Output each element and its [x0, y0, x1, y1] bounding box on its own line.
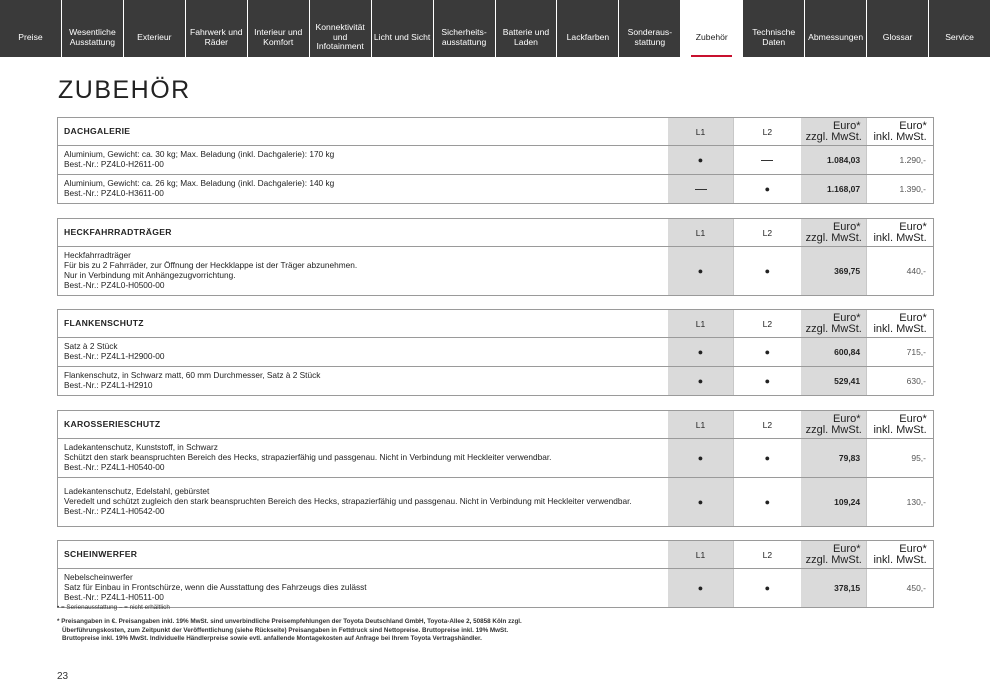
table-row	[58, 477, 933, 526]
price-excl-vat: 109,24	[800, 478, 866, 526]
nav-tab-8[interactable]: Batterie und Laden	[496, 0, 557, 57]
price-footnote	[57, 618, 522, 644]
l1-not-available-dash	[695, 189, 707, 190]
legend-footnote: • = Serienausstattung – = nicht erhältlich	[57, 604, 170, 611]
cell-l1	[667, 367, 734, 395]
nav-tab-0[interactable]: Preise	[0, 0, 61, 57]
column-price-incl	[866, 541, 933, 568]
price-incl-vat: 95,-	[866, 439, 933, 477]
cell-l2	[733, 247, 800, 295]
item-description	[58, 338, 667, 366]
price-excl-vat: 369,75	[800, 247, 866, 295]
description-line: Best.-Nr.: PZ4L0-H3611-00	[64, 188, 164, 198]
column-price-incl	[866, 411, 933, 438]
incl-bottom: inkl. MwSt.	[873, 130, 927, 143]
price-footnote-line-2: Überführungskosten, zum Zeitpunkt der Veröffentlichung (siehe Rückseite) Preisangaben in Fettdruck sind Nettopreise. Bruttopreise inkl. 19% MwSt.	[62, 626, 509, 634]
column-l2: L2	[733, 219, 800, 246]
l2-standard-dot: ●	[764, 346, 771, 357]
column-price-incl	[866, 310, 933, 337]
nav-tab-14[interactable]: Glossar	[867, 0, 928, 57]
description-line: Nebelscheinwerfer	[64, 572, 133, 583]
item-description	[58, 367, 667, 395]
price-footnote-line-1: * Preisangaben in €. Preisangaben inkl. 19% MwSt. sind unverbindliche Preisempfehlungen der Toyota Deutschland GmbH, Toyota-Allee 2, 50858 Köln zzgl.	[57, 618, 522, 625]
description-line: Schützt den stark beanspruchten Bereich des Hecks, strapazierfähig und passgenau. Nicht in Verbindung mit Heckleiter verwendbar.	[64, 452, 552, 463]
table-header-row	[58, 310, 933, 337]
l2-standard-dot: ●	[764, 452, 771, 463]
section-title: DACHGALERIE	[64, 126, 131, 137]
table-header-row	[58, 219, 933, 246]
incl-top: Euro*	[899, 119, 927, 132]
l1-standard-dot: ●	[697, 154, 704, 165]
table-row	[58, 568, 933, 607]
table-row	[58, 246, 933, 295]
cell-l2	[733, 175, 800, 203]
l2-standard-dot: ●	[764, 496, 771, 507]
accessory-table	[57, 117, 934, 204]
l1-standard-dot: ●	[697, 582, 704, 593]
excl-bottom: zzgl. MwSt.	[805, 553, 862, 566]
price-incl-vat: 130,-	[866, 478, 933, 526]
column-l1: L1	[667, 541, 734, 568]
price-incl-vat: 715,-	[866, 338, 933, 366]
description-line: Best.-Nr.: PZ4L1-H0511-00	[64, 591, 164, 602]
description-line: Best.-Nr.: PZ4L1-H2910	[64, 380, 153, 390]
section-title: SCHEINWERFER	[64, 549, 138, 560]
l2-standard-dot: ●	[764, 183, 771, 194]
description-line: Aluminium, Gewicht: ca. 30 kg; Max. Beladung (inkl. Dachgalerie): 170 kg	[64, 149, 335, 160]
description-line: Satz für Einbau in Frontschürze, wenn die Ausstattung des Fahrzeugs dies zulässt	[64, 582, 367, 593]
item-description	[58, 478, 667, 526]
nav-tab-9[interactable]: Lackfarben	[557, 0, 618, 57]
excl-top: Euro*	[832, 412, 861, 425]
price-incl-vat: 1.390,-	[866, 175, 933, 203]
table-header-row	[58, 118, 933, 145]
description-line: Ladekantenschutz, Kunststoff, in Schwarz	[64, 442, 218, 453]
l2-standard-dot: ●	[764, 582, 771, 593]
nav-tab-3[interactable]: Fahrwerk und Räder	[186, 0, 247, 57]
column-l1: L1	[667, 118, 734, 145]
item-description	[58, 146, 667, 174]
page-number: 23	[57, 671, 69, 682]
nav-tab-5[interactable]: Konnektivität und Infotainment	[310, 0, 371, 57]
l1-standard-dot: ●	[697, 265, 704, 276]
l2-standard-dot: ●	[764, 375, 771, 386]
table-row	[58, 145, 933, 174]
column-l1: L1	[667, 411, 734, 438]
price-excl-vat: 1.084,03	[800, 146, 866, 174]
accessory-table	[57, 309, 934, 396]
table-header-row	[58, 411, 933, 438]
column-price-excl	[800, 310, 866, 337]
section-title: KAROSSERIESCHUTZ	[64, 419, 161, 430]
l1-standard-dot: ●	[697, 346, 704, 357]
nav-tab-10[interactable]: Sonderaus-stattung	[619, 0, 680, 57]
accessory-table	[57, 540, 934, 608]
column-price-excl	[800, 118, 866, 145]
excl-bottom: zzgl. MwSt.	[805, 130, 862, 143]
column-l1: L1	[667, 310, 734, 337]
excl-bottom: zzgl. MwSt.	[805, 322, 862, 335]
cell-l2	[733, 569, 800, 607]
excl-top: Euro*	[832, 542, 861, 555]
price-incl-vat: 630,-	[866, 367, 933, 395]
description-line: Best.-Nr.: PZ4L1-H0540-00	[64, 461, 165, 472]
excl-top: Euro*	[832, 220, 861, 233]
page-title: ZUBEHÖR	[58, 76, 191, 104]
description-line: Best.-Nr.: PZ4L0-H2611-00	[64, 159, 164, 169]
column-l2: L2	[733, 310, 800, 337]
table-row	[58, 337, 933, 366]
description-line: Heckfahrradträger	[64, 250, 131, 261]
incl-bottom: inkl. MwSt.	[873, 423, 927, 436]
nav-tab-13[interactable]: Abmessungen	[805, 0, 866, 57]
column-price-incl	[866, 118, 933, 145]
cell-l1	[667, 338, 734, 366]
column-price-excl	[800, 541, 866, 568]
cell-l1	[667, 478, 734, 526]
description-line: Best.-Nr.: PZ4L1-H0542-00	[64, 505, 165, 516]
l1-standard-dot: ●	[697, 452, 704, 463]
price-excl-vat: 378,15	[800, 569, 866, 607]
price-footnote-line-3: Bruttopreise inkl. 19% MwSt. Individuelle Händlerpreise sowie evtl. anfallende Montagekosten auf Anfrage bei Ihrem Toyota Vertragshändler.	[62, 635, 482, 642]
column-price-excl	[800, 219, 866, 246]
cell-l1	[667, 439, 734, 477]
description-line: Best.-Nr.: PZ4L0-H0500-00	[64, 279, 165, 290]
table-row	[58, 174, 933, 203]
excl-top: Euro*	[832, 119, 861, 132]
nav-tab-1[interactable]: Wesentliche Ausstattung	[62, 0, 123, 57]
column-l2: L2	[733, 411, 800, 438]
cell-l2	[733, 338, 800, 366]
item-description	[58, 175, 667, 203]
price-excl-vat: 1.168,07	[800, 175, 866, 203]
section-title: HECKFAHRRADTRÄGER	[64, 227, 172, 238]
nav-tab-11[interactable]: Zubehör	[681, 0, 742, 57]
incl-bottom: inkl. MwSt.	[873, 553, 927, 566]
l2-standard-dot: ●	[764, 265, 771, 276]
top-navigation	[0, 0, 990, 57]
excl-bottom: zzgl. MwSt.	[805, 231, 862, 244]
column-l2: L2	[733, 541, 800, 568]
nav-tab-6[interactable]: Licht und Sicht	[372, 0, 433, 57]
price-excl-vat: 529,41	[800, 367, 866, 395]
description-line: Für bis zu 2 Fahrräder, zur Öffnung der Heckklappe ist der Träger abzunehmen.	[64, 260, 358, 271]
cell-l2	[733, 439, 800, 477]
description-line: Nur in Verbindung mit Anhängezugvorrichtung.	[64, 270, 236, 280]
incl-top: Euro*	[899, 412, 927, 425]
nav-tab-12[interactable]: Technische Daten	[743, 0, 804, 57]
accessory-table	[57, 410, 934, 527]
price-excl-vat: 79,83	[800, 439, 866, 477]
cell-l2	[733, 146, 800, 174]
column-l1: L1	[667, 219, 734, 246]
price-incl-vat: 1.290,-	[866, 146, 933, 174]
accessory-table	[57, 218, 934, 296]
incl-top: Euro*	[899, 311, 927, 324]
table-row	[58, 438, 933, 477]
item-description	[58, 569, 667, 607]
description-line: Satz à 2 Stück	[64, 341, 118, 352]
description-line: Best.-Nr.: PZ4L1-H2900-00	[64, 351, 165, 361]
column-price-excl	[800, 411, 866, 438]
description-line: Flankenschutz, in Schwarz matt, 60 mm Durchmesser, Satz à 2 Stück	[64, 370, 321, 381]
nav-tab-4[interactable]: Interieur und Komfort	[248, 0, 309, 57]
l2-not-available-dash	[761, 160, 773, 161]
incl-top: Euro*	[899, 542, 927, 555]
section-title: FLANKENSCHUTZ	[64, 318, 144, 329]
cell-l1	[667, 146, 734, 174]
column-price-incl	[866, 219, 933, 246]
description-line: Aluminium, Gewicht: ca. 26 kg; Max. Beladung (inkl. Dachgalerie): 140 kg	[64, 178, 335, 189]
incl-bottom: inkl. MwSt.	[873, 322, 927, 335]
item-description	[58, 247, 667, 295]
l1-standard-dot: ●	[697, 375, 704, 386]
cell-l1	[667, 569, 734, 607]
price-excl-vat: 600,84	[800, 338, 866, 366]
nav-tab-7[interactable]: Sicherheits-ausstattung	[434, 0, 495, 57]
nav-tab-15[interactable]: Service	[929, 0, 990, 57]
cell-l1	[667, 247, 734, 295]
column-l2: L2	[733, 118, 800, 145]
nav-tab-2[interactable]: Exterieur	[124, 0, 185, 57]
l1-standard-dot: ●	[697, 496, 704, 507]
cell-l2	[733, 478, 800, 526]
price-incl-vat: 450,-	[866, 569, 933, 607]
description-line: Veredelt und schützt zugleich den stark beanspruchten Bereich des Hecks, strapazierfähig und passgenau. Nicht in Verbindung mit Heckleiter verwendbar.	[64, 496, 632, 507]
table-row	[58, 366, 933, 395]
price-incl-vat: 440,-	[866, 247, 933, 295]
cell-l1	[667, 175, 734, 203]
item-description	[58, 439, 667, 477]
excl-bottom: zzgl. MwSt.	[805, 423, 862, 436]
incl-top: Euro*	[899, 220, 927, 233]
incl-bottom: inkl. MwSt.	[873, 231, 927, 244]
description-line: Ladekantenschutz, Edelstahl, gebürstet	[64, 486, 210, 497]
excl-top: Euro*	[832, 311, 861, 324]
table-header-row	[58, 541, 933, 568]
cell-l2	[733, 367, 800, 395]
